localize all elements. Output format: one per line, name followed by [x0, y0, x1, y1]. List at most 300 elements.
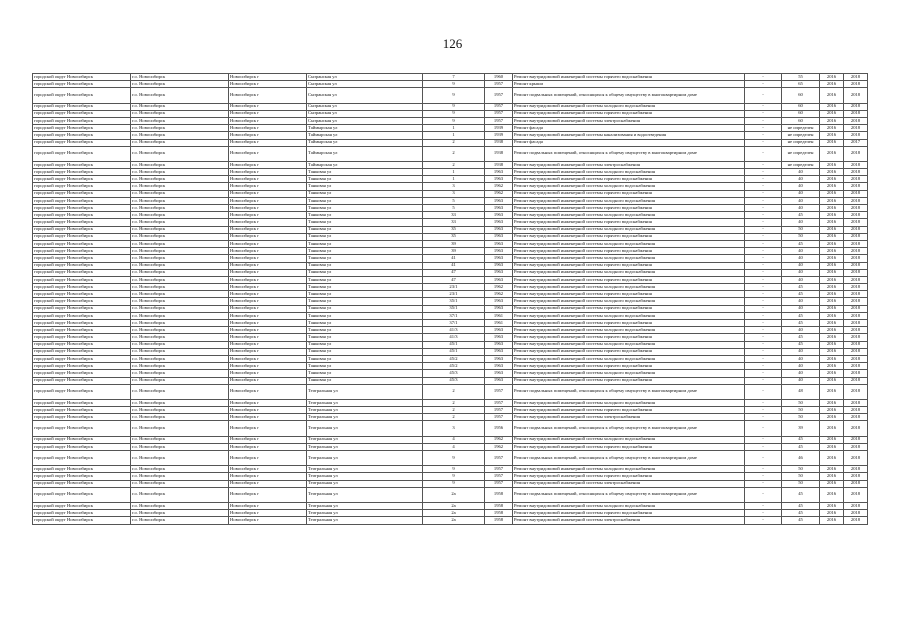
cell-house: 4 [423, 436, 485, 443]
cell-dash: - [745, 219, 782, 226]
cell-dash: - [745, 443, 782, 450]
cell-municipality: городской округ Новосибирск [33, 197, 131, 204]
table-row [33, 414, 868, 421]
cell-end-year: 2018 [844, 262, 868, 269]
cell-start-year: 2016 [820, 298, 844, 305]
cell-end-year: 2018 [844, 176, 868, 183]
table-row [33, 240, 868, 247]
cell-municipality: городской округ Новосибирск [33, 421, 131, 436]
cell-dash: - [745, 110, 782, 117]
cell-house: 2 [423, 139, 485, 146]
cell-city: Новосибирск г [229, 298, 307, 305]
table-row [33, 305, 868, 312]
cell-street: Танковая ул [307, 269, 423, 276]
cell-municipality: городской округ Новосибирск [33, 205, 131, 212]
cell-city: Новосибирск г [229, 436, 307, 443]
cell-dash: - [745, 88, 782, 103]
cell-year: 1957 [485, 407, 513, 414]
cell-cost: 48 [782, 384, 820, 399]
cell-cost: 45 [782, 487, 820, 502]
cell-street: Театральная ул [307, 414, 423, 421]
cell-cost: 40 [782, 169, 820, 176]
cell-work-type: Ремонт внутридомовой инженерной системы горячего водоснабжения [513, 291, 745, 298]
table-row [33, 399, 868, 406]
cell-work-type: Ремонт внутридомовой инженерной системы горячего водоснабжения [513, 248, 745, 255]
cell-work-type: Ремонт внутридомовой инженерной системы горячего водоснабжения [513, 176, 745, 183]
cell-municipality: городской округ Новосибирск [33, 480, 131, 487]
cell-dash: - [745, 103, 782, 110]
cell-year: 1963 [485, 205, 513, 212]
cell-settlement: г.о. Новосибирск [131, 219, 229, 226]
cell-cost: 40 [782, 377, 820, 384]
cell-street: Танковая ул [307, 298, 423, 305]
cell-city: Новосибирск г [229, 125, 307, 132]
cell-settlement: г.о. Новосибирск [131, 502, 229, 509]
cell-house: 41 [423, 255, 485, 262]
cell-dash: - [745, 348, 782, 355]
cell-end-year: 2018 [844, 487, 868, 502]
cell-dash: - [745, 377, 782, 384]
table-row [33, 327, 868, 334]
cell-house: 1 [423, 125, 485, 132]
cell-city: Новосибирск г [229, 276, 307, 283]
cell-dash: - [745, 414, 782, 421]
cell-street: Таймырская ул [307, 161, 423, 168]
cell-work-type: Ремонт подвальных помещений, относящихся к общему имуществу в многоквартирном доме [513, 451, 745, 466]
cell-municipality: городской округ Новосибирск [33, 370, 131, 377]
table-row [33, 355, 868, 362]
cell-start-year: 2016 [820, 132, 844, 139]
cell-end-year: 2018 [844, 81, 868, 88]
cell-city: Новосибирск г [229, 480, 307, 487]
cell-year: 1963 [485, 276, 513, 283]
cell-settlement: г.о. Новосибирск [131, 473, 229, 480]
cell-city: Новосибирск г [229, 473, 307, 480]
cell-settlement: г.о. Новосибирск [131, 240, 229, 247]
cell-end-year: 2018 [844, 298, 868, 305]
cell-settlement: г.о. Новосибирск [131, 233, 229, 240]
cell-house: 1 [423, 169, 485, 176]
cell-year: 1963 [485, 240, 513, 247]
cell-settlement: г.о. Новосибирск [131, 451, 229, 466]
cell-start-year: 2016 [820, 466, 844, 473]
table-row [33, 334, 868, 341]
cell-cost: 50 [782, 226, 820, 233]
cell-street: Театральная ул [307, 517, 423, 524]
cell-start-year: 2016 [820, 139, 844, 146]
cell-work-type: Ремонт внутридомовой инженерной системы холодного водоснабжения [513, 399, 745, 406]
cell-end-year: 2018 [844, 240, 868, 247]
cell-end-year: 2018 [844, 255, 868, 262]
cell-street: Танковая ул [307, 348, 423, 355]
cell-cost: 45 [782, 517, 820, 524]
cell-cost: не определен [782, 125, 820, 132]
cell-cost: 50 [782, 407, 820, 414]
cell-cost: 45 [782, 212, 820, 219]
cell-house: 9 [423, 103, 485, 110]
cell-house: 2 [423, 399, 485, 406]
cell-street: Танковая ул [307, 197, 423, 204]
cell-municipality: городской округ Новосибирск [33, 443, 131, 450]
cell-dash: - [745, 370, 782, 377]
table-row [33, 269, 868, 276]
cell-dash: - [745, 291, 782, 298]
cell-year: 1957 [485, 110, 513, 117]
cell-settlement: г.о. Новосибирск [131, 262, 229, 269]
cell-dash: - [745, 305, 782, 312]
cell-settlement: г.о. Новосибирск [131, 348, 229, 355]
cell-street: Танковая ул [307, 276, 423, 283]
cell-street: Танковая ул [307, 183, 423, 190]
cell-year: 1963 [485, 269, 513, 276]
cell-cost: 40 [782, 276, 820, 283]
cell-end-year: 2018 [844, 110, 868, 117]
cell-city: Новосибирск г [229, 88, 307, 103]
cell-street: Таймырская ул [307, 125, 423, 132]
cell-start-year: 2016 [820, 276, 844, 283]
cell-street: Танковая ул [307, 240, 423, 247]
cell-settlement: г.о. Новосибирск [131, 517, 229, 524]
cell-settlement: г.о. Новосибирск [131, 436, 229, 443]
cell-dash: - [745, 421, 782, 436]
table-row [33, 219, 868, 226]
cell-start-year: 2016 [820, 510, 844, 517]
cell-house: 4 [423, 443, 485, 450]
cell-city: Новосибирск г [229, 312, 307, 319]
cell-end-year: 2018 [844, 348, 868, 355]
cell-end-year: 2018 [844, 197, 868, 204]
cell-house: 35 [423, 226, 485, 233]
cell-house: 5 [423, 205, 485, 212]
cell-city: Новосибирск г [229, 451, 307, 466]
cell-work-type: Ремонт внутридомовой инженерной системы холодного водоснабжения [513, 370, 745, 377]
table-row [33, 161, 868, 168]
cell-house: 33 [423, 212, 485, 219]
cell-city: Новосибирск г [229, 81, 307, 88]
cell-settlement: г.о. Новосибирск [131, 355, 229, 362]
table-row [33, 384, 868, 399]
table-row [33, 276, 868, 283]
cell-settlement: г.о. Новосибирск [131, 312, 229, 319]
cell-start-year: 2016 [820, 176, 844, 183]
cell-year: 1963 [485, 226, 513, 233]
cell-work-type: Ремонт подвальных помещений, относящихся к общему имуществу в многоквартирном доме [513, 146, 745, 161]
cell-cost: 45 [782, 284, 820, 291]
cell-house: 9 [423, 110, 485, 117]
cell-work-type: Ремонт внутридомовой инженерной системы холодного водоснабжения [513, 212, 745, 219]
cell-house: 1 [423, 132, 485, 139]
cell-end-year: 2018 [844, 103, 868, 110]
cell-street: Танковая ул [307, 363, 423, 370]
cell-start-year: 2016 [820, 117, 844, 124]
cell-settlement: г.о. Новосибирск [131, 125, 229, 132]
cell-municipality: городской округ Новосибирск [33, 517, 131, 524]
cell-city: Новосибирск г [229, 183, 307, 190]
table-row [33, 117, 868, 124]
cell-street: Танковая ул [307, 341, 423, 348]
cell-start-year: 2016 [820, 355, 844, 362]
cell-house: 3 [423, 190, 485, 197]
cell-cost: не определен [782, 161, 820, 168]
cell-work-type: Ремонт внутридомовой инженерной системы горячего водоснабжения [513, 510, 745, 517]
cell-cost: 40 [782, 298, 820, 305]
cell-end-year: 2018 [844, 517, 868, 524]
cell-year: 1962 [485, 183, 513, 190]
cell-street: Танковая ул [307, 205, 423, 212]
cell-city: Новосибирск г [229, 255, 307, 262]
cell-cost: 45 [782, 334, 820, 341]
cell-start-year: 2016 [820, 146, 844, 161]
cell-city: Новосибирск г [229, 269, 307, 276]
cell-cost: 45 [782, 341, 820, 348]
cell-year: 1957 [485, 399, 513, 406]
cell-house: 35/1 [423, 298, 485, 305]
repair-program-table [32, 73, 868, 525]
cell-settlement: г.о. Новосибирск [131, 269, 229, 276]
cell-city: Новосибирск г [229, 197, 307, 204]
cell-cost: 50 [782, 399, 820, 406]
table-row [33, 436, 868, 443]
cell-municipality: городской округ Новосибирск [33, 212, 131, 219]
cell-city: Новосибирск г [229, 110, 307, 117]
table-row [33, 226, 868, 233]
cell-dash: - [745, 436, 782, 443]
cell-work-type: Ремонт подвальных помещений, относящихся к общему имуществу в многоквартирном доме [513, 384, 745, 399]
cell-municipality: городской округ Новосибирск [33, 451, 131, 466]
cell-street: Танковая ул [307, 169, 423, 176]
cell-house: 9 [423, 88, 485, 103]
cell-city: Новосибирск г [229, 327, 307, 334]
cell-street: Театральная ул [307, 466, 423, 473]
cell-house: 41/3 [423, 334, 485, 341]
cell-dash: - [745, 212, 782, 219]
cell-start-year: 2016 [820, 384, 844, 399]
cell-settlement: г.о. Новосибирск [131, 305, 229, 312]
cell-year: 1963 [485, 341, 513, 348]
cell-municipality: городской округ Новосибирск [33, 248, 131, 255]
cell-work-type: Ремонт внутридомовой инженерной системы горячего водоснабжения [513, 443, 745, 450]
cell-year: 1963 [485, 327, 513, 334]
cell-start-year: 2016 [820, 436, 844, 443]
cell-start-year: 2016 [820, 269, 844, 276]
cell-end-year: 2018 [844, 341, 868, 348]
cell-year: 1963 [485, 248, 513, 255]
cell-start-year: 2016 [820, 399, 844, 406]
cell-cost: 45 [782, 510, 820, 517]
cell-year: 1939 [485, 125, 513, 132]
cell-dash: - [745, 399, 782, 406]
cell-municipality: городской округ Новосибирск [33, 355, 131, 362]
cell-settlement: г.о. Новосибирск [131, 363, 229, 370]
table-row [33, 348, 868, 355]
cell-cost: 50 [782, 233, 820, 240]
cell-municipality: городской округ Новосибирск [33, 240, 131, 247]
cell-cost: 60 [782, 103, 820, 110]
cell-dash: - [745, 334, 782, 341]
cell-work-type: Ремонт внутридомовой инженерной системы горячего водоснабжения [513, 190, 745, 197]
cell-end-year: 2018 [844, 377, 868, 384]
cell-settlement: г.о. Новосибирск [131, 276, 229, 283]
cell-end-year: 2018 [844, 248, 868, 255]
cell-city: Новосибирск г [229, 510, 307, 517]
cell-city: Новосибирск г [229, 248, 307, 255]
cell-end-year: 2018 [844, 502, 868, 509]
cell-municipality: городской округ Новосибирск [33, 139, 131, 146]
cell-city: Новосибирск г [229, 414, 307, 421]
cell-cost: 60 [782, 88, 820, 103]
cell-dash: - [745, 473, 782, 480]
cell-cost: 60 [782, 117, 820, 124]
cell-start-year: 2016 [820, 348, 844, 355]
cell-city: Новосибирск г [229, 139, 307, 146]
cell-municipality: городской округ Новосибирск [33, 190, 131, 197]
cell-settlement: г.о. Новосибирск [131, 466, 229, 473]
cell-work-type: Ремонт внутридомовой инженерной системы горячего водоснабжения [513, 276, 745, 283]
table-row [33, 510, 868, 517]
cell-settlement: г.о. Новосибирск [131, 103, 229, 110]
cell-end-year: 2018 [844, 421, 868, 436]
cell-year: 1958 [485, 487, 513, 502]
cell-street: Театральная ул [307, 399, 423, 406]
cell-start-year: 2016 [820, 103, 844, 110]
cell-municipality: городской округ Новосибирск [33, 125, 131, 132]
cell-dash: - [745, 407, 782, 414]
cell-street: Театральная ул [307, 502, 423, 509]
cell-settlement: г.о. Новосибирск [131, 443, 229, 450]
cell-dash: - [745, 510, 782, 517]
cell-street: Таймырская ул [307, 146, 423, 161]
cell-settlement: г.о. Новосибирск [131, 320, 229, 327]
cell-start-year: 2016 [820, 363, 844, 370]
cell-street: Театральная ул [307, 436, 423, 443]
cell-house: 47 [423, 276, 485, 283]
cell-street: Танковая ул [307, 248, 423, 255]
table-row [33, 466, 868, 473]
table-row [33, 363, 868, 370]
cell-city: Новосибирск г [229, 262, 307, 269]
cell-end-year: 2018 [844, 161, 868, 168]
cell-settlement: г.о. Новосибирск [131, 161, 229, 168]
cell-house: 2а [423, 517, 485, 524]
table-row [33, 370, 868, 377]
cell-work-type: Ремонт внутридомовой инженерной системы холодного водоснабжения [513, 103, 745, 110]
cell-house: 23/1 [423, 291, 485, 298]
cell-work-type: Ремонт внутридомовой инженерной системы холодного водоснабжения [513, 341, 745, 348]
cell-work-type: Ремонт внутридомовой инженерной системы горячего водоснабжения [513, 363, 745, 370]
cell-work-type: Ремонт внутридомовой инженерной системы холодного водоснабжения [513, 466, 745, 473]
cell-house: 9 [423, 117, 485, 124]
cell-work-type: Ремонт подвальных помещений, относящихся к общему имуществу в многоквартирном доме [513, 88, 745, 103]
cell-start-year: 2016 [820, 320, 844, 327]
cell-street: Танковая ул [307, 226, 423, 233]
cell-year: 1963 [485, 377, 513, 384]
cell-municipality: городской округ Новосибирск [33, 255, 131, 262]
cell-street: Танковая ул [307, 190, 423, 197]
cell-municipality: городской округ Новосибирск [33, 414, 131, 421]
cell-start-year: 2016 [820, 312, 844, 319]
cell-house: 7 [423, 74, 485, 81]
table-row [33, 176, 868, 183]
cell-municipality: городской округ Новосибирск [33, 276, 131, 283]
cell-settlement: г.о. Новосибирск [131, 284, 229, 291]
cell-house: 3 [423, 183, 485, 190]
cell-municipality: городской округ Новосибирск [33, 146, 131, 161]
cell-work-type: Ремонт внутридомовой инженерной системы горячего водоснабжения [513, 219, 745, 226]
cell-year: 1958 [485, 502, 513, 509]
table-row [33, 205, 868, 212]
cell-street: Театральная ул [307, 480, 423, 487]
cell-settlement: г.о. Новосибирск [131, 248, 229, 255]
cell-work-type: Ремонт внутридомовой инженерной системы электроснабжения [513, 117, 745, 124]
cell-house: 23/1 [423, 284, 485, 291]
cell-work-type: Ремонт внутридомовой инженерной системы холодного водоснабжения [513, 226, 745, 233]
table-row [33, 487, 868, 502]
cell-year: 1963 [485, 176, 513, 183]
cell-street: Танковая ул [307, 320, 423, 327]
cell-municipality: городской округ Новосибирск [33, 502, 131, 509]
cell-city: Новосибирск г [229, 305, 307, 312]
cell-dash: - [745, 233, 782, 240]
cell-end-year: 2018 [844, 327, 868, 334]
cell-city: Новосибирск г [229, 226, 307, 233]
cell-dash: - [745, 74, 782, 81]
cell-street: Танковая ул [307, 327, 423, 334]
cell-settlement: г.о. Новосибирск [131, 132, 229, 139]
cell-municipality: городской округ Новосибирск [33, 88, 131, 103]
cell-dash: - [745, 480, 782, 487]
cell-city: Новосибирск г [229, 377, 307, 384]
cell-start-year: 2016 [820, 414, 844, 421]
table-row [33, 74, 868, 81]
cell-street: Театральная ул [307, 487, 423, 502]
cell-work-type: Ремонт внутридомовой инженерной системы горячего водоснабжения [513, 110, 745, 117]
cell-end-year: 2018 [844, 355, 868, 362]
cell-house: 45/3 [423, 370, 485, 377]
cell-municipality: городской округ Новосибирск [33, 298, 131, 305]
cell-city: Новосибирск г [229, 421, 307, 436]
cell-year: 1957 [485, 117, 513, 124]
cell-house: 35 [423, 233, 485, 240]
cell-year: 1957 [485, 88, 513, 103]
cell-cost: 40 [782, 255, 820, 262]
cell-city: Новосибирск г [229, 334, 307, 341]
table-row [33, 284, 868, 291]
cell-dash: - [745, 517, 782, 524]
cell-house: 45/3 [423, 377, 485, 384]
cell-cost: 50 [782, 414, 820, 421]
cell-dash: - [745, 487, 782, 502]
cell-year: 1958 [485, 517, 513, 524]
table-row [33, 407, 868, 414]
cell-street: Сызранская ул [307, 110, 423, 117]
cell-street: Театральная ул [307, 384, 423, 399]
cell-dash: - [745, 81, 782, 88]
cell-municipality: городской округ Новосибирск [33, 103, 131, 110]
cell-dash: - [745, 117, 782, 124]
cell-end-year: 2018 [844, 190, 868, 197]
table-row [33, 248, 868, 255]
table-row [33, 291, 868, 298]
cell-work-type: Ремонт внутридомовой инженерной системы горячего водоснабжения [513, 205, 745, 212]
cell-end-year: 2018 [844, 384, 868, 399]
cell-cost: 45 [782, 436, 820, 443]
cell-settlement: г.о. Новосибирск [131, 117, 229, 124]
cell-city: Новосибирск г [229, 169, 307, 176]
table-row [33, 312, 868, 319]
cell-work-type: Ремонт внутридомовой инженерной системы горячего водоснабжения [513, 262, 745, 269]
table-row [33, 169, 868, 176]
cell-work-type: Ремонт внутридомовой инженерной системы горячего водоснабжения [513, 334, 745, 341]
